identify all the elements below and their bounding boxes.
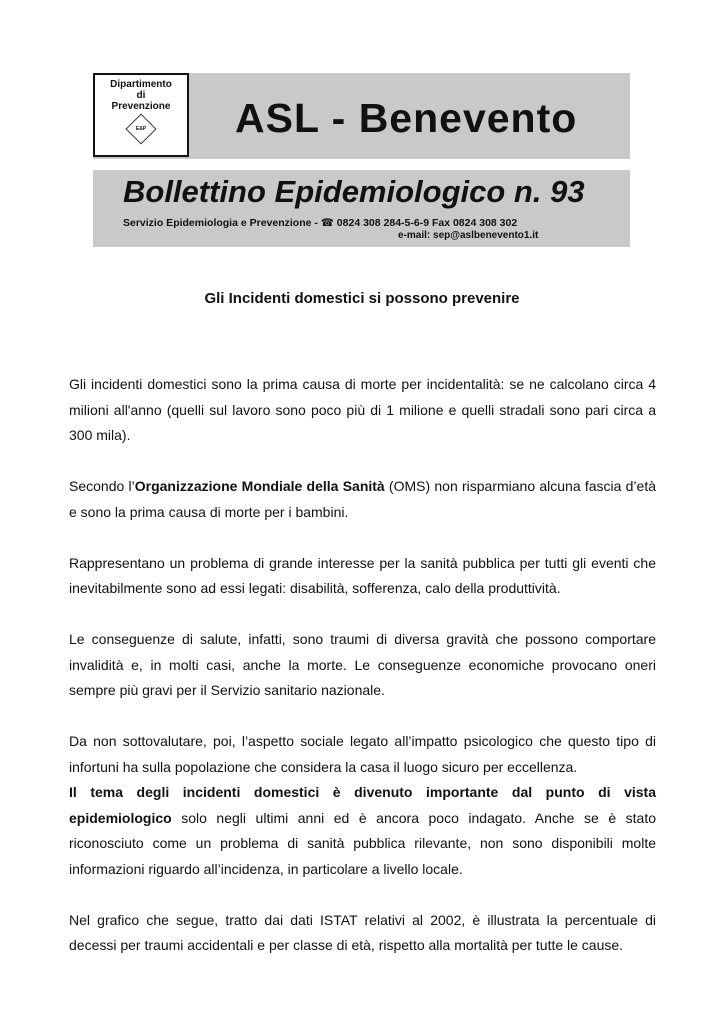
paragraph-5: Da non sottovalutare, poi, l’aspetto sociale legato all’impatto psicologico che questo tipo di infortuni ha sulla popolazione che considera la casa il luogo sicuro per eccellenza. — [69, 733, 656, 775]
paragraph-4: Le conseguenze di salute, infatti, sono traumi di diversa gravità che possono comportare invalidità e, in molti casi, anche la morte. Le conseguenze economiche provocano oneri sempre più gravi per il Servizio sanitario nazionale. — [69, 631, 656, 698]
department-logo — [93, 73, 189, 157]
article-title: Gli Incidenti domestici si possono prevenire — [204, 290, 520, 307]
paragraph-6 — [69, 780, 656, 882]
paragraph-3: Rappresentano un problema di grande interesse per la sanità pubblica per tutti gli eventi che inevitabilmente sono ad essi legati: disabilità, sofferenza, calo della produttività. — [69, 554, 656, 596]
p6-after: solo negli ultimi anni ed è ancora poco indagato. Anche se è stato riconosciuto come un problema di sanità pubblica rilevante, non sono disponibili molte informazioni riguardo all’incidenza, in particolare a livello locale. — [69, 809, 656, 877]
email-address: sep@aslbenevento1.it — [433, 230, 539, 241]
p6-bold: Il tema degli incidenti domestici è divenuto importante dal punto di vista epidemiologico — [69, 784, 656, 826]
logo-diamond-icon — [125, 113, 156, 144]
logo-mark-text: E&P — [135, 126, 147, 132]
email-label: e-mail: — [398, 230, 431, 241]
p2-bold: Organizzazione Mondiale della Sanità — [134, 478, 385, 494]
logo-line-1: Dipartimento — [110, 79, 172, 90]
header-banner — [93, 73, 630, 159]
p2-after: (OMS) non risparmiano alcuna fascia d’età e sono la prima causa di morte per i bambini. — [69, 478, 656, 520]
bulletin-banner — [93, 170, 630, 247]
email-line — [398, 230, 538, 241]
org-title: ASL - Benevento — [235, 95, 578, 141]
service-contact-line: Servizio Epidemiologia e Prevenzione - ☎ 0824 308 284-5-6-9 Fax 0824 308 302 — [123, 217, 518, 229]
paragraph-7: Nel grafico che segue, tratto dai dati ISTAT relativi al 2002, è illustrata la percentuale di decessi per traumi accidentali e per classe di età, rispetto alla mortalità per tutte le cause. — [69, 911, 656, 953]
paragraph-2 — [69, 474, 656, 525]
logo-line-2: di — [136, 90, 146, 101]
paragraph-1: Gli incidenti domestici sono la prima causa di morte per incidentalità: se ne calcolano circa 4 milioni all'anno (quelli sul lavoro sono poco più di 1 milione e quelli stradali sono pari circa a 300 mila). — [69, 376, 656, 443]
article-body — [69, 372, 656, 984]
bulletin-title: Bollettino Epidemiologico n. 93 — [123, 174, 585, 209]
p2-before: Secondo l’ — [69, 478, 135, 494]
logo-line-3: Prevenzione — [111, 101, 171, 112]
